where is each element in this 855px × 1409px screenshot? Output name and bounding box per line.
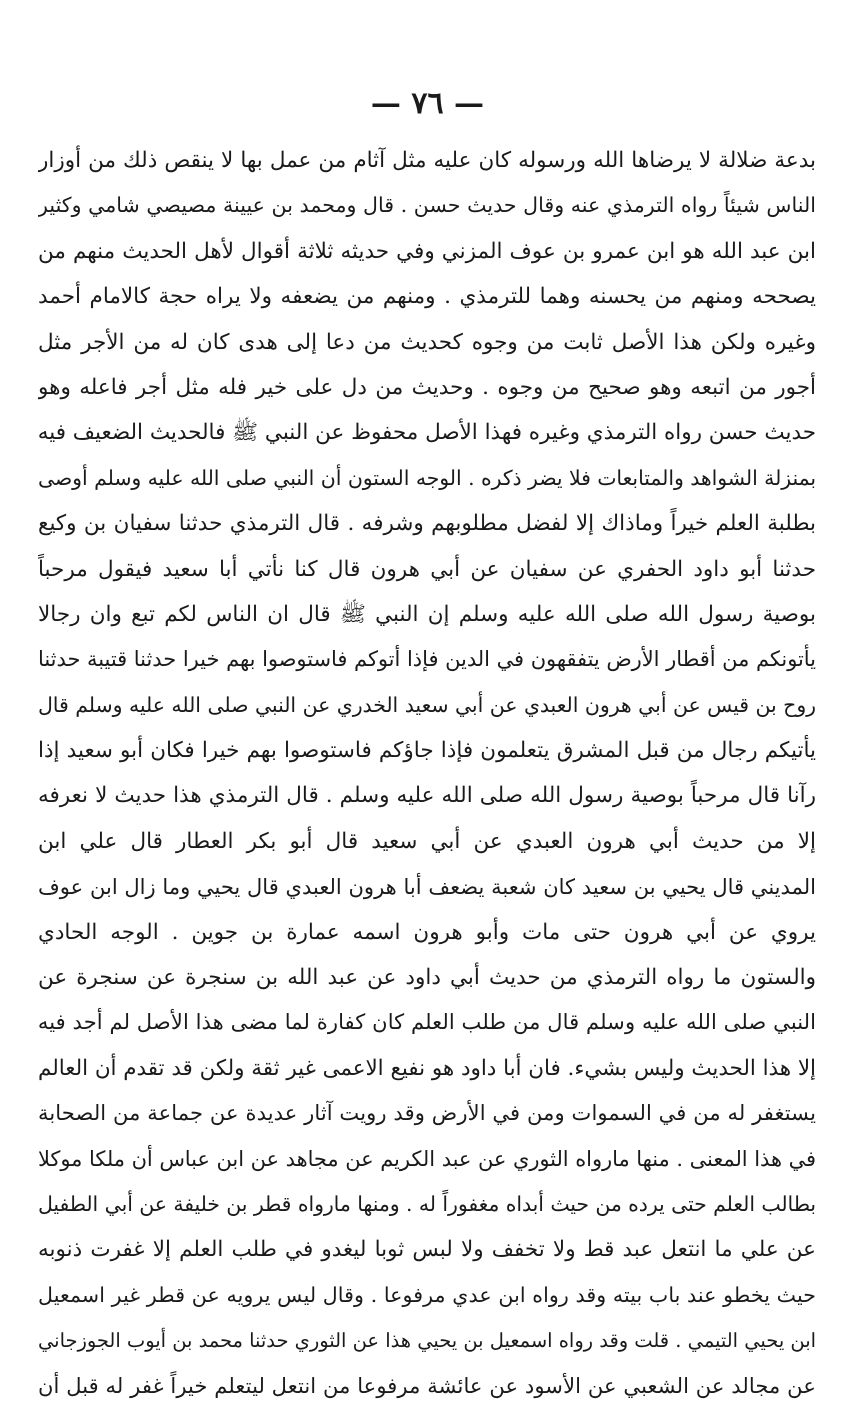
text-line: والستون ما رواه الترمذي من حديث أبي داود عن عبد الله بن سنجرة عن سنجرة عن xyxy=(38,965,816,991)
body-text xyxy=(38,138,816,1409)
text-line: أجور من اتبعه وهو صحيح من وجوه . وحديث من دل على خير فله مثل أجر فاعله وهو xyxy=(38,374,816,400)
text-line: بطلبة العلم خيراً وماذاك إلا لفضل مطلوبهم وشرفه . قال الترمذي حدثنا سفيان بن وكيع xyxy=(38,511,816,537)
text-line: الناس شيئاً رواه الترمذي عنه وقال حديث حسن . قال ومحمد بن عيينة مصيصي شامي وكثير xyxy=(38,193,816,218)
text-line: بدعة ضلالة لا يرضاها الله ورسوله كان عليه مثل آثام من عمل بها لا ينقص ذلك من أوزار xyxy=(38,148,816,173)
text-line: عن علي ما انتعل عبد قط ولا تخفف ولا لبس ثوبا ليغدو في طلب العلم إلا غفرت ذنوبه xyxy=(38,1237,816,1263)
text-line: إلا من حديث أبي هرون العبدي عن أبي سعيد قال أبو بكر العطار قال علي ابن xyxy=(38,828,816,854)
text-line: بمنزلة الشواهد والمتابعات فلا يضر ذكره . الوجه الستون أن النبي صلى الله عليه وسلم أوصى xyxy=(38,465,816,490)
text-line: المديني قال يحيي بن سعيد كان شعبة يضعف أبا هرون العبدي قال يحيي وما زال ابن عوف xyxy=(38,874,816,900)
text-line: يروي عن أبي هرون حتى مات وأبو هرون اسمه عمارة بن جوين . الوجه الحادي xyxy=(38,919,816,945)
page-number: — ٧٦ — xyxy=(370,86,485,121)
text-line: حديث حسن رواه الترمذي وغيره فهذا الأصل محفوظ عن النبي ﷺ فالحديث الضعيف فيه xyxy=(38,420,816,446)
text-line: إلا هذا الحديث وليس بشيء. فان أبا داود هو نفيع الاعمى غير ثقة ولكن قد تقدم أن العالم xyxy=(38,1055,816,1081)
text-line: عن مجالد عن الشعبي عن الأسود عن عائشة مرفوعا من انتعل ليتعلم خيراً غفر له قبل أن xyxy=(38,1373,816,1399)
text-line: حدثنا أبو داود الحفري عن سفيان عن أبي هرون قال كنا نأتي أبا سعيد فيقول مرحباً xyxy=(38,556,816,582)
text-line: يستغفر له من في السموات ومن في الأرض وقد رويت آثار عديدة عن جماعة من الصحابة xyxy=(38,1101,816,1127)
text-line: في هذا المعنى . منها مارواه الثوري عن عبد الكريم عن مجاهد عن ابن عباس أن ملكا موكلا xyxy=(38,1146,816,1171)
text-line: روح بن قيس عن أبي هرون العبدي عن أبي سعيد الخدري عن النبي صلى الله عليه وسلم قال xyxy=(38,692,816,717)
text-line: ابن عبد الله هو ابن عمرو بن عوف المزني وفي حديثه ثلاثة أقوال لأهل الحديث منهم من xyxy=(38,238,816,264)
text-line: رآنا قال مرحباً بوصية رسول الله صلى الله عليه وسلم . قال الترمذي هذا حديث لا نعرفه xyxy=(38,783,816,809)
text-line: وغيره ولكن هذا الأصل ثابت من وجوه كحديث من دعا إلى هدى كان له من الأجر مثل xyxy=(38,329,816,355)
text-line: ابن يحيي التيمي . قلت وقد رواه اسمعيل بن يحيي هذا عن الثوري حدثنا محمد بن أيوب الجوزجاني xyxy=(38,1329,816,1353)
text-line: بوصية رسول الله صلى الله عليه وسلم إن النبي ﷺ قال ان الناس لكم تبع وان رجالا xyxy=(38,601,816,627)
text-line: النبي صلى الله عليه وسلم قال من طلب العلم كان كفارة لما مضى هذا الأصل لم أجد فيه xyxy=(38,1010,816,1036)
text-line: بطالب العلم حتى يرده من حيث أبداه مغفوراً له . ومنها مارواه قطر بن خليفة عن أبي الطفيل xyxy=(38,1191,816,1216)
text-line: يأتونكم من أقطار الأرض يتفقهون في الدين فإذا أتوكم فاستوصوا بهم خيرا حدثنا قتيبة حدثنا xyxy=(38,647,816,672)
text-line: يأتيكم رجال من قبل المشرق يتعلمون فإذا جاؤكم فاستوصوا بهم خيرا فكان أبو سعيد إذا xyxy=(38,738,816,764)
text-line: يصححه ومنهم من يحسنه وهما للترمذي . ومنهم من يضعفه ولا يراه حجة كالامام أحمد xyxy=(38,284,816,310)
text-line: حيث يخطو عند باب بيته وقد رواه ابن عدي مرفوعا . وقال ليس يرويه عن قطر غير اسمعيل xyxy=(38,1282,816,1307)
